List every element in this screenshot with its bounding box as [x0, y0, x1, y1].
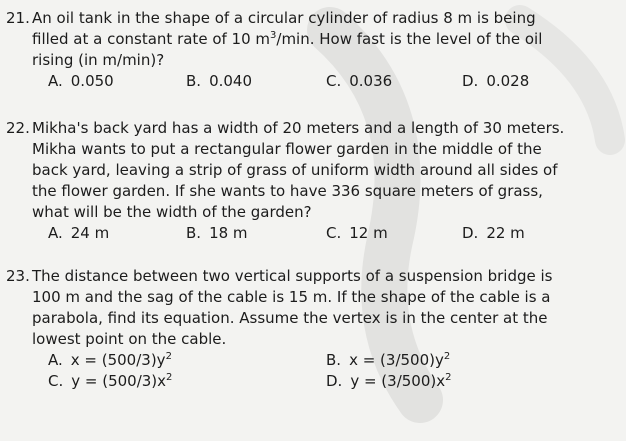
question-22-line-3: back yard, leaving a strip of grass of uniform width around all sides of — [32, 161, 558, 179]
question-22-line-4: the flower garden. If she wants to have 336 square meters of grass, — [32, 182, 543, 200]
question-21-line-1: 21. An oil tank in the shape of a circular cylinder of radius 8 m is being — [6, 9, 536, 27]
question-21 — [6, 8, 616, 92]
choice-21-a[interactable]: A. 0.050 — [48, 72, 114, 90]
choice-23-b[interactable]: B. $x = (3/500)y^2$ — [326, 351, 451, 369]
question-22 — [6, 118, 616, 244]
choice-22-a[interactable]: A. 24 m — [48, 224, 110, 242]
question-21-line-2: filled at a constant rate of 10 $m^3/\min$. How fast is the level of the oil — [32, 30, 543, 48]
choice-22-b[interactable]: B. 18 m — [186, 224, 248, 242]
choice-22-c[interactable]: C. 12 m — [326, 224, 388, 242]
question-number: 23. — [6, 267, 30, 285]
choice-21-c[interactable]: C. 0.036 — [326, 72, 393, 90]
choices-22 — [6, 223, 616, 244]
choice-21-b[interactable]: B. 0.040 — [186, 72, 253, 90]
question-22-line-1: 22. Mikha's back yard has a width of 20 meters and a length of 30 meters. — [6, 119, 565, 137]
question-21-line-3: rising (in m/min)? — [32, 51, 165, 69]
question-23-line-2: 100 m and the sag of the cable is 15 m. If the shape of the cable is a — [32, 288, 551, 306]
question-number: 21. — [6, 9, 30, 27]
choices-23-row-2 — [6, 371, 616, 392]
question-23-line-4: lowest point on the cable. — [32, 330, 227, 348]
question-23-line-1: 23. The distance between two vertical supports of a suspension bridge is — [6, 267, 553, 285]
choice-22-d[interactable]: D. 22 m — [462, 224, 525, 242]
question-23 — [6, 266, 616, 392]
question-23-line-3: parabola, find its equation. Assume the vertex is in the center at the — [32, 309, 548, 327]
choice-23-a[interactable]: A. $x = (500/3)y^2$ — [48, 351, 172, 369]
choice-23-d[interactable]: D. $y = (3/500)x^2$ — [326, 372, 452, 390]
choice-23-c[interactable]: C. $y = (500/3)x^2$ — [48, 372, 173, 390]
choices-23-row-1 — [6, 350, 616, 371]
choices-21 — [6, 71, 616, 92]
question-number: 22. — [6, 119, 30, 137]
question-22-line-2: Mikha wants to put a rectangular flower garden in the middle of the — [32, 140, 542, 158]
question-22-line-5: what will be the width of the garden? — [32, 203, 312, 221]
choice-21-d[interactable]: D. 0.028 — [462, 72, 530, 90]
